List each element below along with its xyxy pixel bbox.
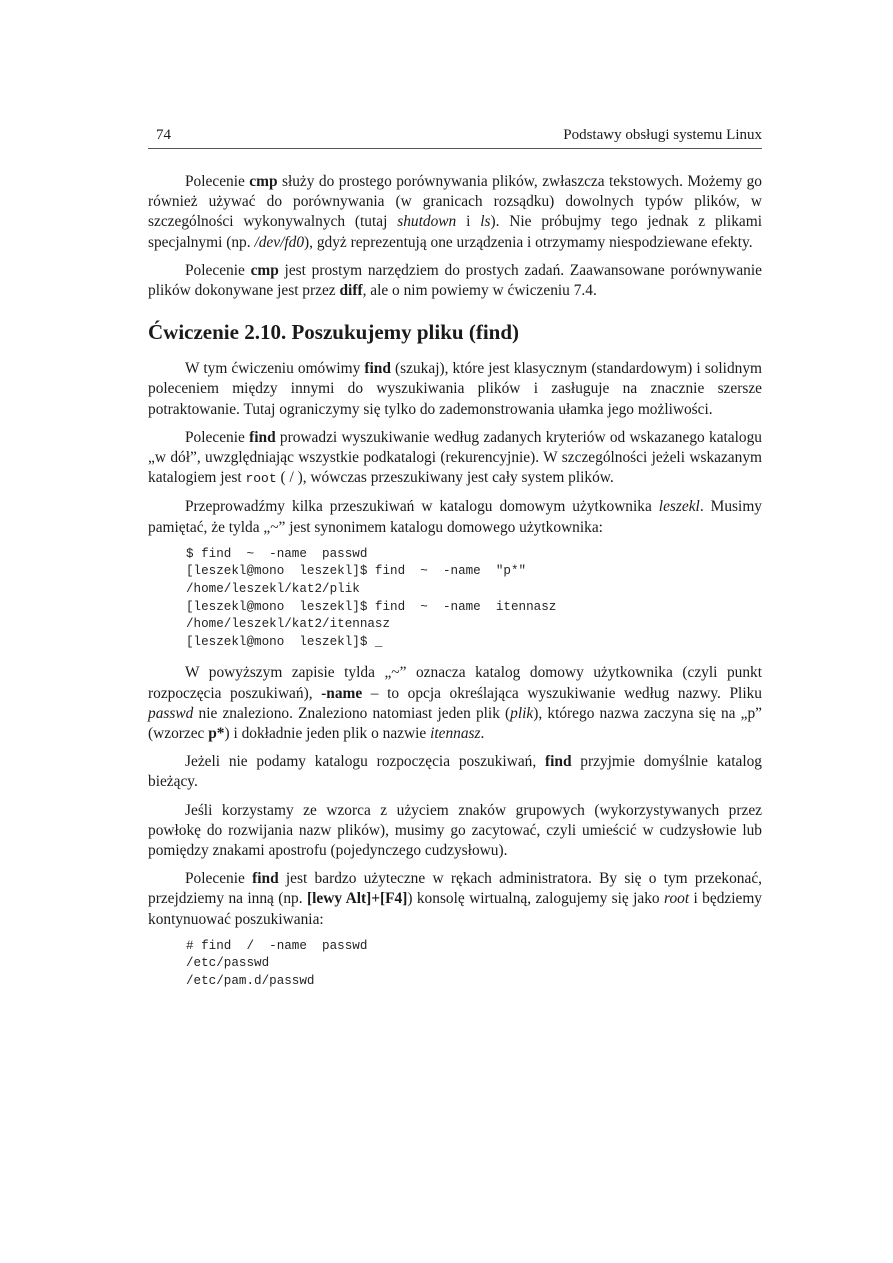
paragraph-home-search: Przeprowadźmy kilka przeszukiwań w katalogu domowym użytkownika leszekl. Musimy pamiętać, że tylda „~” jest synonimem katalogu domowego użytkownika:: [148, 498, 762, 536]
paragraph-find-intro: W tym ćwiczeniu omówimy find (szukaj), które jest klasycznym (standardowym) i solidnym poleceniem między innymi do wyszukiwania plików i zasługuje na znacznie szersze potraktowanie. Tutaj ograniczymy się tylko do zademonstrowania ułamka jego możliwości.: [148, 360, 762, 418]
code-line: $ find ~ -name passwd: [186, 546, 368, 561]
page-header: [148, 127, 762, 149]
section-heading: Ćwiczenie 2.10. Poszukujemy pliku (find): [148, 320, 520, 345]
paragraph-admin: Polecenie find jest bardzo użyteczne w rękach administratora. By się o tym przekonać, przejdziemy na inną (np. [lewy Alt]+[F4]) konsolę wirtualną, zalogujemy się jako root i będziemy kontynuować poszukiwania:: [148, 870, 762, 928]
running-title: Podstawy obsługi systemu Linux: [563, 127, 762, 143]
code-line: /etc/pam.d/passwd: [186, 974, 315, 989]
code-line: [leszekl@mono leszekl]$ _: [186, 634, 383, 649]
paragraph-wildcards: Jeśli korzystamy ze wzorca z użyciem znaków grupowych (wykorzystywanych przez powłokę do rozwijania nazw plików), musimy go zacytować, czyli umieścić w cudzysłowie lub pomiędzy znakami apostrofu (pojedynczego cudzysłowu).: [148, 801, 762, 860]
code-block-home-search: [186, 546, 762, 652]
paragraph-cmp-diff: Polecenie cmp jest prostym narzędziem do prostych zadań. Zaawansowane porównywanie plików dokonywane jest przez diff, ale o nim powiemy w ćwiczeniu 7.4.: [148, 261, 762, 300]
code-line: /home/leszekl/kat2/plik: [186, 582, 360, 597]
code-line: /etc/passwd: [186, 956, 270, 971]
code-line: [leszekl@mono leszekl]$ find ~ -name itennasz: [186, 599, 557, 614]
page-number: 74: [156, 127, 171, 143]
header-rule: [148, 148, 762, 149]
paragraph-default-dir: Jeżeli nie podamy katalogu rozpoczęcia poszukiwań, find przyjmie domyślnie katalog bieżący.: [148, 753, 763, 791]
page-body: [148, 172, 762, 1003]
code-line: [leszekl@mono leszekl]$ find ~ -name "p*": [186, 564, 527, 579]
code-line: # find / -name passwd: [186, 938, 368, 953]
code-line: /home/leszekl/kat2/itennasz: [186, 617, 391, 632]
paragraph-find-recursive: Polecenie find prowadzi wyszukiwanie według zadanych kryteriów od wskazanego katalogu „w dół”, uwzględniając wszystkie podkatalogi (rekurencyjnie). W szczególności jeżeli wskazanym katalogiem jest root ( / ), wówczas przeszukiwany jest cały system plików.: [148, 428, 762, 487]
paragraph-explanation: W powyższym zapisie tylda „~” oznacza katalog domowy użytkownika (czyli punkt rozpoczęcia poszukiwań), -name – to opcja określająca wyszukiwanie według nazwy. Pliku passwd nie znaleziono. Znaleziono natomiast jeden plik (plik), którego nazwa zaczyna się na „p” (wzorzec p*) i dokładnie jeden plik o nazwie itennasz.: [148, 664, 762, 743]
paragraph-cmp-intro: Polecenie cmp służy do prostego porównywania plików, zwłaszcza tekstowych. Możemy go również używać do porównywania (w granicach rozsądku) dowolnych typów plików, w szczególności wykonywalnych (tutaj shutdown i ls). Nie próbujmy tego jednak z plikami specjalnymi (np. /dev/fd0), gdyż reprezentują one urządzenia i otrzymamy niespodziewane efekty.: [148, 173, 762, 251]
code-block-root-search: [186, 938, 762, 991]
